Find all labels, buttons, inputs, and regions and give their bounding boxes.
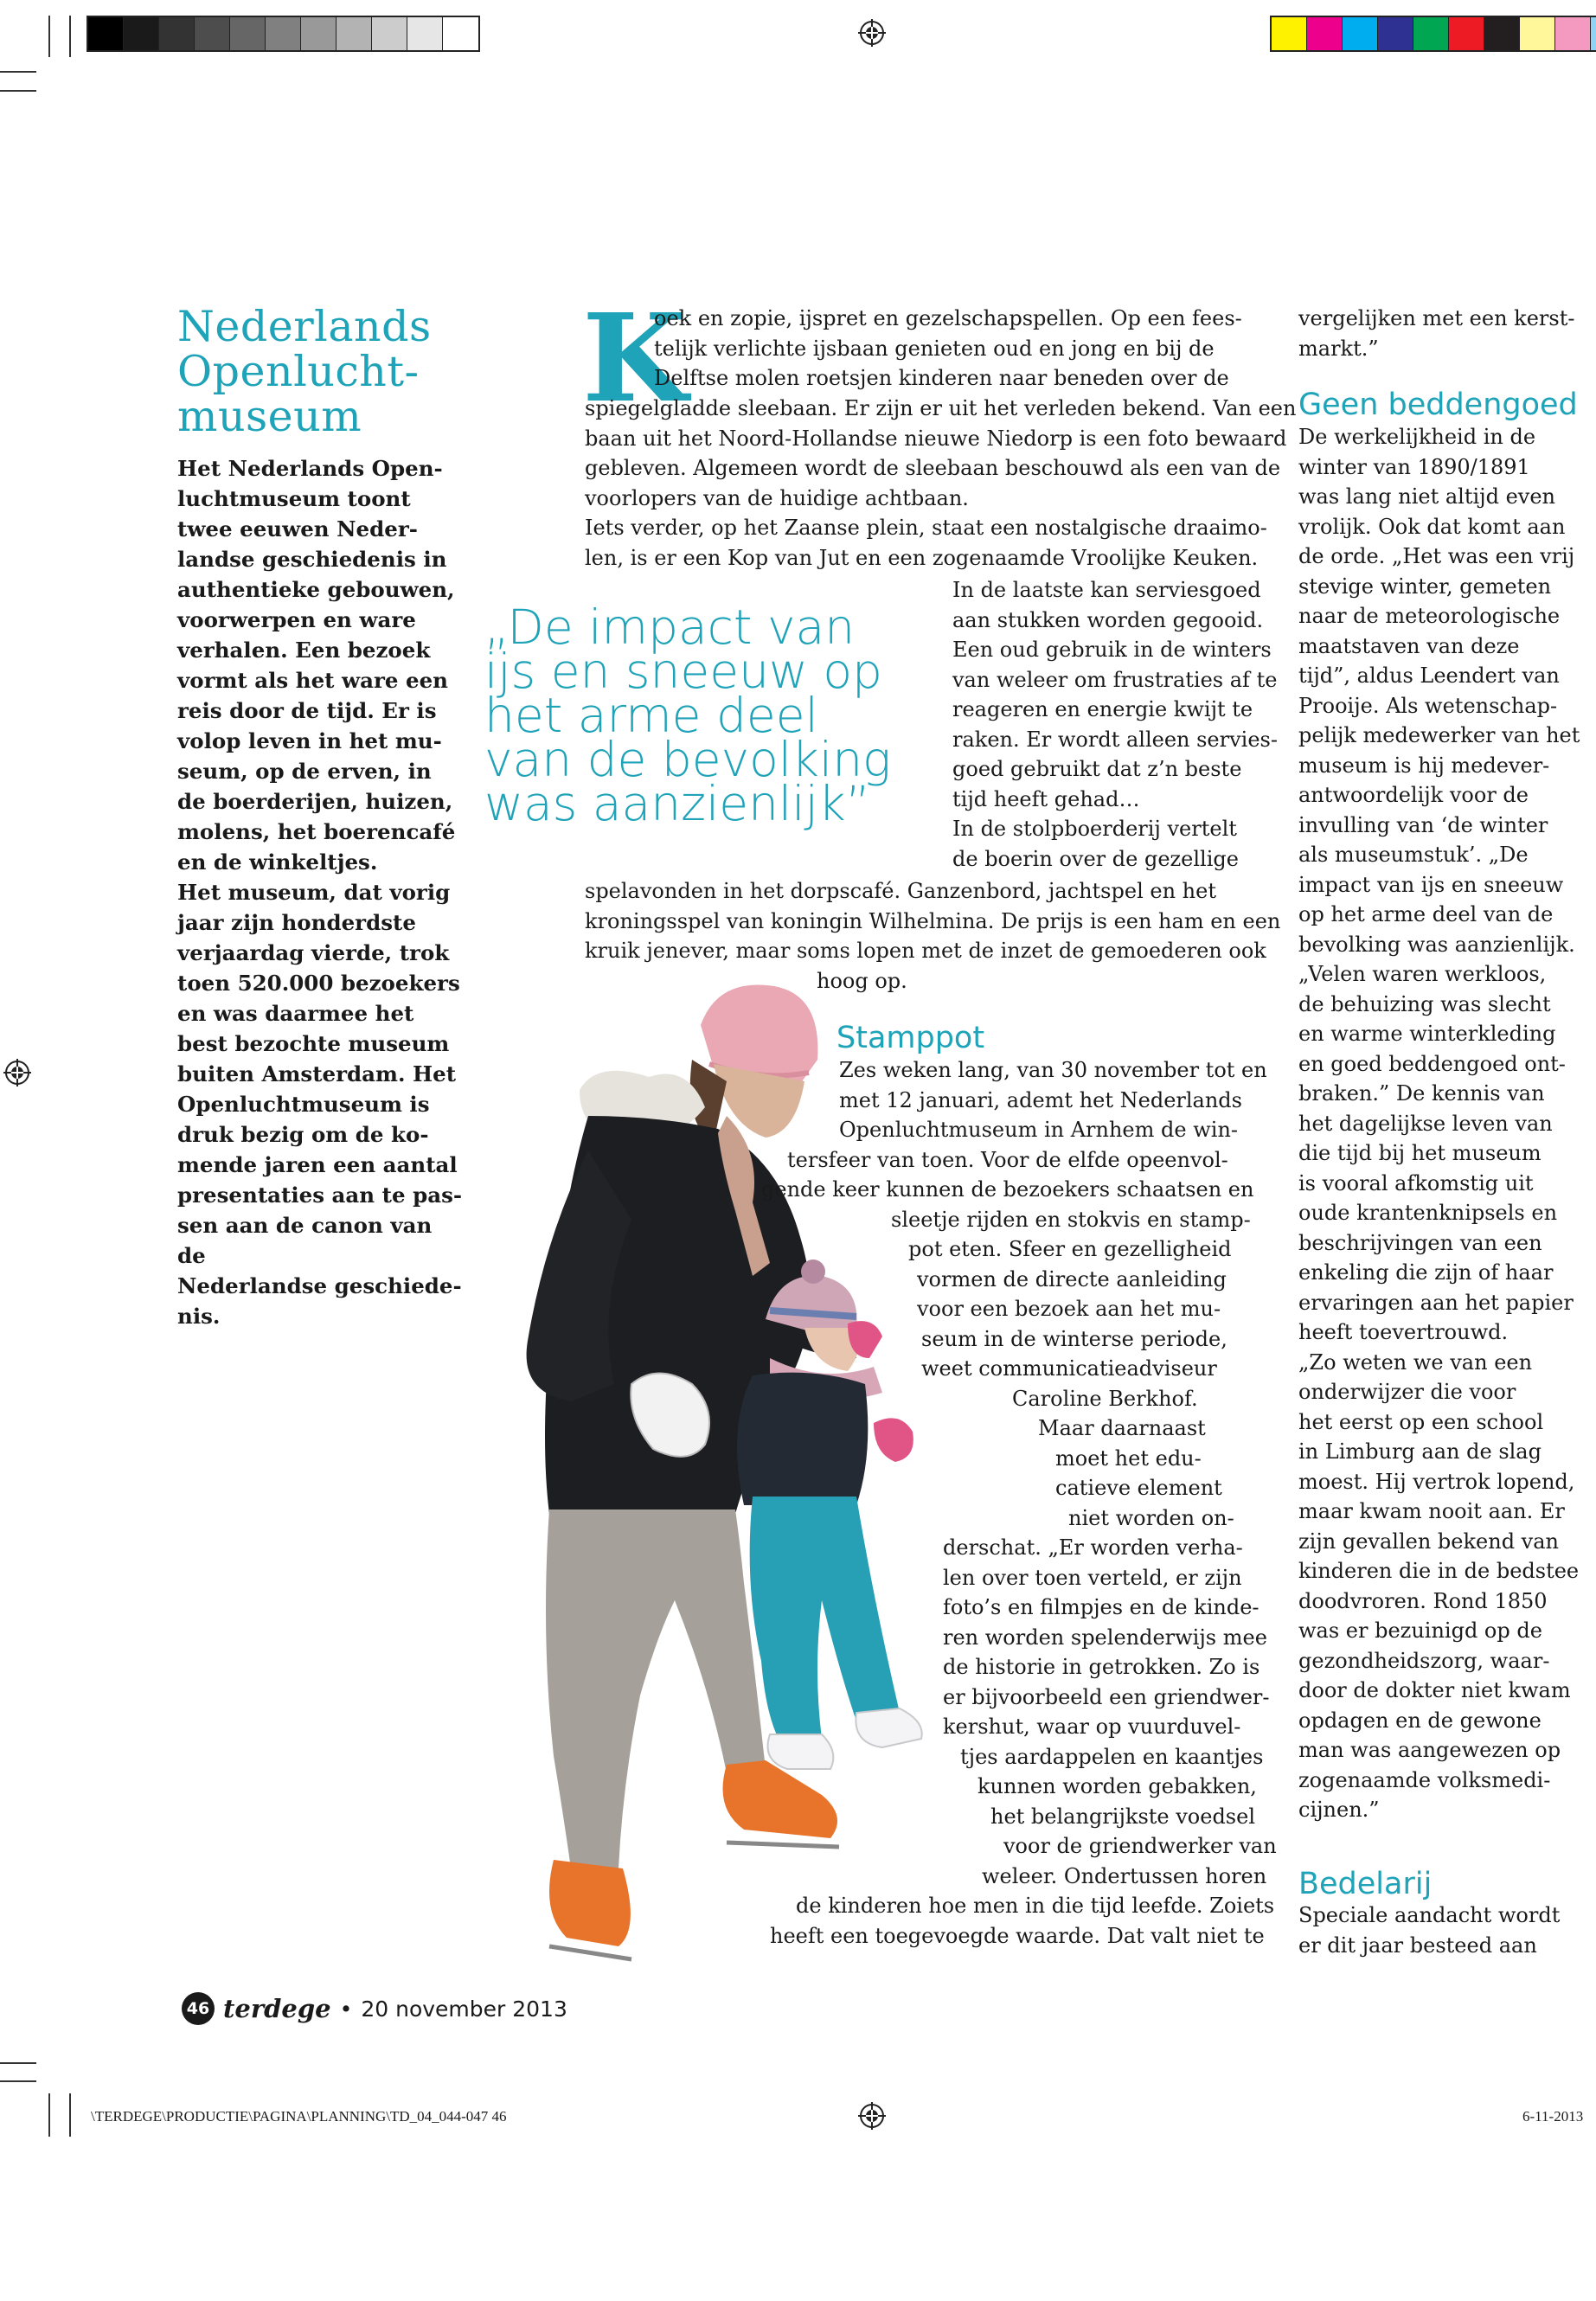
text-line: in Limburg aan de slag <box>1298 1439 1542 1464</box>
pull-quote-line: van de bevolking <box>484 732 892 787</box>
text-line: de orde. „Het was een vrij <box>1298 544 1575 568</box>
text-line: len, is er een Kop van Jut en een zogenaamde Vroolijke Keuken. <box>585 545 1259 570</box>
sidebar-line: reis door de tijd. Er is <box>177 698 437 723</box>
crop-mark <box>69 16 71 57</box>
slug-path: \TERDEGE\PRODUCTIE\PAGINA\PLANNING\TD_04_044-047 46 <box>91 2108 507 2125</box>
crop-mark <box>48 2093 50 2137</box>
text-line: gende keer kunnen de bezoekers schaatsen en <box>761 1177 1254 1202</box>
intro-text <box>585 394 1296 573</box>
stamppot-text <box>761 1055 1277 1951</box>
text-line: Een oud gebruik in de winters <box>952 638 1272 662</box>
text-line: en warme winterkleding <box>1298 1022 1556 1046</box>
color-swatch <box>88 17 124 50</box>
text-line: seum in de winterse periode, <box>921 1326 1227 1351</box>
text-line: gebleven. Algemeen wordt de sleebaan beschouwd als een van de <box>585 456 1281 480</box>
text-line: pelijk medewerker van het <box>1298 723 1580 747</box>
text-line: het belangrijkste voedsel <box>990 1804 1255 1829</box>
page-number: 46 <box>182 1992 215 2025</box>
sidebar-line: twee eeuwen Neder- <box>177 516 418 542</box>
magazine-logo: terdege <box>223 1994 331 2023</box>
sidebar-line: luchtmuseum toont <box>177 486 411 511</box>
text-line: de historie in getrokken. Zo is <box>943 1655 1260 1679</box>
color-swatch <box>1449 17 1484 50</box>
text-line: moet het edu- <box>1055 1445 1202 1471</box>
crop-mark <box>48 16 50 57</box>
text-line: man was aangewezen op <box>1298 1738 1561 1762</box>
text-line: gezondheidszorg, waar- <box>1298 1648 1550 1673</box>
section-heading-geen-beddengoed: Geen beddengoed <box>1298 388 1578 422</box>
text-line: de behuizing was slecht <box>1298 991 1551 1016</box>
crop-mark <box>0 71 36 73</box>
crop-mark <box>0 2080 36 2082</box>
sidebar-line: presentaties aan te pas- <box>177 1183 463 1208</box>
sidebar-line: nis. <box>177 1304 221 1329</box>
text-line: maar kwam nooit aan. Er <box>1298 1499 1565 1523</box>
text-line: en goed beddengoed ont- <box>1298 1051 1566 1076</box>
text-line: „Zo weten we van een <box>1298 1349 1533 1375</box>
text-line: enkeling die zijn of haar <box>1298 1260 1554 1285</box>
sidebar-line: en was daarmee het <box>177 1001 414 1026</box>
color-swatch <box>337 17 372 50</box>
sidebar-line: Openluchtmuseum is <box>177 1092 430 1117</box>
page-footer <box>182 1992 567 2025</box>
crop-mark <box>0 90 36 92</box>
color-swatch <box>1343 17 1378 50</box>
text-line: impact van ijs en sneeuw <box>1298 872 1564 897</box>
color-swatch <box>266 17 301 50</box>
text-line: naar de meteorologische <box>1298 604 1561 628</box>
color-swatch <box>1591 17 1596 50</box>
registration-mark-icon <box>3 1059 31 1086</box>
text-line: reageren en energie kwijt te <box>952 697 1253 721</box>
color-swatch <box>230 17 266 50</box>
text-line: tijd heeft gehad… <box>952 786 1140 811</box>
text-line: met 12 januari, ademt het Nederlands <box>839 1087 1242 1112</box>
text-line: tijd”, aldus Leendert van <box>1298 663 1560 688</box>
sidebar-line: en de winkeltjes. <box>177 849 378 875</box>
text-line: tersfeer van toen. Voor de elfde opeenvol- <box>787 1147 1228 1172</box>
text-line: zogenaamde volksmedi- <box>1298 1767 1551 1792</box>
text-line: hoog op. <box>817 968 907 993</box>
text-line: onderwijzer die voor <box>1298 1380 1516 1404</box>
text-line: goed gebruikt dat z’n beste <box>952 757 1242 781</box>
registration-mark-icon <box>858 19 886 47</box>
text-line: het eerst op een school <box>1298 1409 1544 1434</box>
text-line: tjes aardappelen en kaantjes <box>960 1744 1264 1769</box>
text-line: door de dokter niet kwam <box>1298 1678 1571 1702</box>
process-color-bar <box>1270 16 1596 52</box>
color-swatch <box>443 17 478 50</box>
text-line: heeft toevertrouwd. <box>1298 1320 1509 1344</box>
text-line: kunnen worden gebakken, <box>977 1774 1257 1798</box>
text-line: Caroline Berkhof. <box>1012 1386 1198 1411</box>
sidebar-line: sen aan de canon van de <box>177 1213 433 1268</box>
text-line: In de laatste kan serviesgoed <box>952 578 1261 602</box>
text-line: derschat. „Er worden verha- <box>943 1535 1243 1560</box>
text-line: museum is hij medever- <box>1298 753 1550 778</box>
sidebar-line: jaar zijn honderdste <box>177 910 416 935</box>
sidebar-line: vormt als het ware een <box>177 668 448 693</box>
text-line: Delftse molen roetsjen kinderen naar beneden over de <box>654 366 1229 390</box>
sidebar-title-line: Openlucht- <box>177 347 420 396</box>
text-line: ren worden spelenderwijs mee <box>943 1625 1267 1650</box>
text-line: invulling van ‘de winter <box>1298 812 1548 837</box>
bedelarij-text <box>1298 1900 1560 1960</box>
text-line: ervaringen aan het papier <box>1298 1290 1574 1315</box>
text-line: niet worden on- <box>1068 1505 1234 1530</box>
color-swatch <box>1520 17 1555 50</box>
text-line: In de stolpboerderij vertelt <box>952 817 1237 841</box>
color-swatch <box>195 17 230 50</box>
text-line: voorlopers van de huidige achtbaan. <box>585 485 969 510</box>
text-line: voor de griendwerker van <box>1003 1834 1277 1858</box>
text-line: de kinderen hoe men in die tijd leefde. Zoiets <box>796 1894 1275 1918</box>
text-line: is vooral afkomstig uit <box>1298 1170 1534 1195</box>
text-line: maatstaven van deze <box>1298 633 1520 658</box>
sidebar-line: Het Nederlands Open- <box>177 456 443 481</box>
text-line: len over toen verteld, er zijn <box>943 1565 1242 1590</box>
sidebar-line: Het museum, dat vorig <box>177 880 451 905</box>
text-line: opdagen en de gewone <box>1298 1708 1542 1733</box>
text-line: moest. Hij vertrok lopend, <box>1298 1469 1575 1494</box>
text-line: Openluchtmuseum in Arnhem de win- <box>839 1118 1239 1142</box>
sidebar-line: Nederlandse geschiede- <box>177 1273 462 1298</box>
text-line: pot eten. Sfeer en gezelligheid <box>908 1237 1232 1261</box>
text-line: Iets verder, op het Zaanse plein, staat een nostalgische draaimo- <box>585 516 1267 540</box>
text-line: kershut, waar op vuurduvel- <box>943 1715 1241 1739</box>
text-line: stevige winter, gemeten <box>1298 574 1552 599</box>
color-swatch <box>1378 17 1413 50</box>
registration-mark-icon <box>858 2102 886 2130</box>
text-line: van weleer om frustraties af te <box>952 667 1278 692</box>
text-line: kinderen die in de bedstee <box>1298 1559 1580 1583</box>
text-line: braken.” De kennis van <box>1298 1081 1545 1106</box>
text-line: weet communicatieadviseur <box>921 1356 1217 1381</box>
text-line: Prooije. Als wetenschap- <box>1298 693 1558 718</box>
text-line: Speciale aandacht wordt <box>1298 1903 1561 1927</box>
section-heading-stamppot: Stamppot <box>836 1021 985 1055</box>
footer-bullet: • <box>339 1996 353 2022</box>
text-line: beschrijvingen van een <box>1298 1230 1542 1255</box>
color-swatch <box>1413 17 1449 50</box>
text-line: kruik jenever, maar soms lopen met de inzet de gemoederen ook <box>585 939 1266 963</box>
sidebar-line: landse geschiedenis in <box>177 547 447 572</box>
text-line: het dagelijkse leven van <box>1298 1111 1553 1136</box>
color-swatch <box>1555 17 1591 50</box>
text-line: heeft een toegevoegde waarde. Dat valt niet te <box>770 1923 1265 1948</box>
color-swatch <box>301 17 337 50</box>
slug-date: 6-11-2013 <box>1522 2108 1584 2125</box>
text-line: sleetje rijden en stokvis en stamp- <box>891 1207 1251 1232</box>
drop-cap: K <box>582 288 688 430</box>
text-line: als museumstuk’. „De <box>1298 843 1529 867</box>
text-line: er dit jaar besteed aan <box>1298 1932 1537 1958</box>
sidebar-line: verjaardag vierde, trok <box>177 940 450 965</box>
text-line: die tijd bij het museum <box>1298 1141 1542 1165</box>
text-line: op het arme deel van de <box>1298 902 1554 926</box>
grayscale-color-bar <box>87 16 480 52</box>
text-line: cijnen.” <box>1298 1798 1380 1822</box>
text-line: antwoordelijk voor de <box>1298 783 1529 807</box>
sidebar-line: authentieke gebouwen, <box>177 577 455 602</box>
footer-date: 20 november 2013 <box>361 1996 567 2022</box>
text-line: er bijvoorbeeld een griendwer- <box>943 1684 1270 1709</box>
sidebar-line: de boerderijen, huizen, <box>177 789 453 814</box>
pull-quote-line: was aanzienlijk” <box>484 776 871 831</box>
color-swatch <box>1272 17 1307 50</box>
sidebar-line: voorwerpen en ware <box>177 607 416 632</box>
text-line: aan stukken worden gegooid. <box>952 607 1264 632</box>
text-line: „Velen waren werkloos, <box>1298 962 1547 986</box>
continuation-text <box>585 876 1280 996</box>
crop-mark <box>0 2062 36 2064</box>
color-swatch <box>124 17 159 50</box>
text-line: vormen de directe aanleiding <box>917 1266 1227 1292</box>
pull-quote <box>484 599 892 831</box>
text-line: bevolking was aanzienlijk. <box>1298 932 1575 957</box>
text-line: voor een bezoek aan het mu- <box>917 1297 1221 1321</box>
section-heading-bedelarij: Bedelarij <box>1298 1867 1433 1901</box>
sidebar-line: toen 520.000 bezoekers <box>177 971 460 996</box>
text-line: oude krantenknipsels en <box>1298 1201 1558 1225</box>
sidebar-line: seum, op de erven, in <box>177 759 432 784</box>
text-line: telijk verlichte ijsbaan genieten oud en jong en bij de <box>654 336 1215 361</box>
text-line: raken. Er wordt alleen servies- <box>952 727 1278 752</box>
beddengoed-text <box>1298 422 1580 1825</box>
sidebar-title <box>177 304 432 439</box>
sidebar-line: volop leven in het mu- <box>177 728 442 753</box>
pull-quote-line: „De impact van <box>484 599 856 655</box>
color-swatch <box>372 17 407 50</box>
text-line: doodvroren. Rond 1850 <box>1298 1588 1548 1613</box>
sidebar-line: verhalen. Een bezoek <box>177 638 431 663</box>
sidebar-line: best bezochte museum <box>177 1031 450 1056</box>
text-line: vergelijken met een kerst- <box>1298 306 1575 330</box>
text-line: vrolijk. Ook dat komt aan <box>1298 514 1566 539</box>
text-line: foto’s en filmpjes en de kinde- <box>943 1595 1259 1619</box>
text-line: catieve element <box>1055 1476 1222 1500</box>
color-swatch <box>159 17 195 50</box>
right-top-text <box>1298 304 1574 363</box>
sidebar-line: buiten Amsterdam. Het <box>177 1061 457 1086</box>
text-line: spiegelgladde sleebaan. Er zijn er uit het verleden bekend. Van een <box>585 396 1297 420</box>
crop-mark <box>69 2093 71 2137</box>
color-swatch <box>1307 17 1343 50</box>
text-line: winter van 1890/1891 <box>1298 454 1530 479</box>
text-line: Maar daarnaast <box>1038 1416 1206 1440</box>
text-line: de boerin over de gezellige <box>952 846 1239 871</box>
pull-quote-line: ijs en sneeuw op <box>484 644 882 699</box>
sidebar-title-line: Nederlands <box>177 302 432 351</box>
sidebar-line: mende jaren een aantal <box>177 1152 458 1177</box>
sidebar-body <box>177 453 463 1331</box>
color-swatch <box>1484 17 1520 50</box>
text-line: markt.” <box>1298 336 1379 361</box>
text-line: oek en zopie, ijspret en gezelschapspellen. Op een fees- <box>654 306 1242 330</box>
sidebar-line: druk bezig om de ko- <box>177 1122 429 1147</box>
text-line: was er bezuinigd op de <box>1298 1618 1542 1643</box>
pull-quote-line: het arme deel <box>484 688 818 743</box>
text-line: zijn gevallen bekend van <box>1298 1529 1560 1554</box>
text-line: baan uit het Noord-Hollandse nieuwe Niedorp is een foto bewaard <box>585 426 1287 451</box>
text-line: kroningsspel van koningin Wilhelmina. De prijs is een ham en een <box>585 908 1281 933</box>
text-line: Zes weken lang, van 30 november tot en <box>839 1058 1267 1082</box>
text-line: weleer. Ondertussen horen <box>982 1863 1267 1888</box>
beside-quote-text <box>952 575 1278 874</box>
text-line: De werkelijkheid in de <box>1298 425 1536 449</box>
intro-dropcap-text <box>654 304 1242 394</box>
sidebar-title-line: museum <box>177 392 362 441</box>
text-line: spelavonden in het dorpscafé. Ganzenbord, jachtspel en het <box>585 879 1216 903</box>
color-swatch <box>407 17 443 50</box>
sidebar-line: molens, het boerencafé <box>177 819 456 844</box>
text-line: was lang niet altijd even <box>1298 484 1555 509</box>
